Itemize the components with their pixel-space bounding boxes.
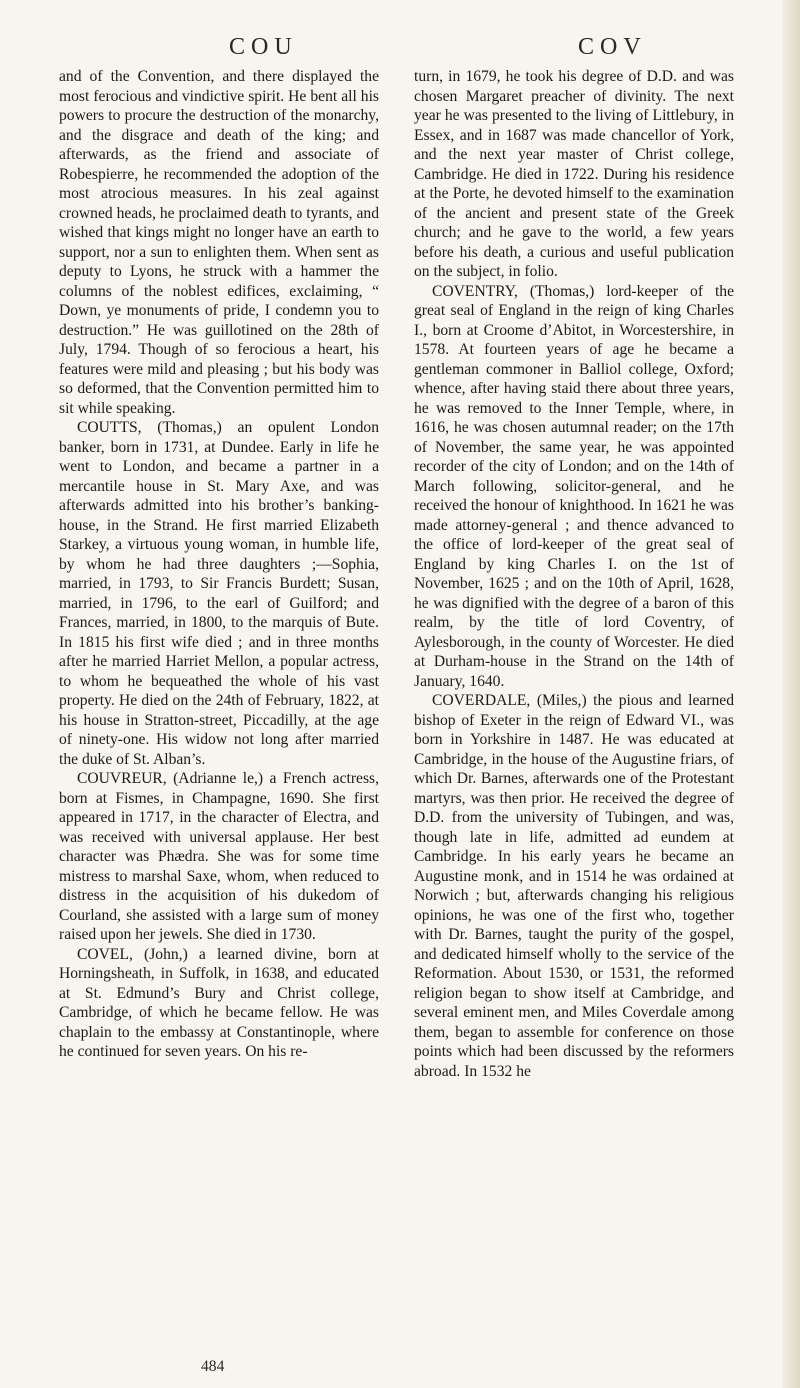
entry-coutts: COUTTS, (Thomas,) an opulent London banker, born in 1731, at Dundee. Early in life he went to London, and became a partner in a mercantile house in St. Mary Axe, and was afterwards admitted into his brother’s banking-house, in the Strand. He first married Elizabeth Starkey, a virtuous young woman, in humble life, by whom he had three daughters ;—Sophia, married, in 1793, to Sir Francis Burdett; Susan, married, in 1796, to the earl of Guilford; and Frances, married, in 1800, to the marquis of Bute. In 1815 his first wife died ; and in three months after he married Harriet Mellon, a popular actress, to whom he bequeathed the whole of his vast property. He died on the 24th of February, 1822, at his house in Stratton-street, Piccadilly, at the age of ninety-one. His widow not long after married the duke of St. Alban’s. bbox=[59, 419, 379, 768]
entry-couvreur: COUVREUR, (Adrianne le,) a French actress, born at Fismes, in Champagne, 1690. She first appeared in 1717, in the character of Electra, and was received with universal applause. Her best character was Phædra. She was for some time mistress to marshal Saxe, whom, when reduced to distress in the acquisition of his dukedom of Courland, she assisted with a large sum of money raised upon her jewels. She died in 1730. bbox=[59, 770, 379, 943]
page-number: 484 bbox=[201, 1358, 225, 1375]
left-column bbox=[59, 67, 379, 1062]
right-column bbox=[414, 67, 734, 1081]
continued-paragraph-covel: turn, in 1679, he took his degree of D.D. and was chosen Margaret preacher of divinity. The next year he was presented to the living of Littlebury, in Essex, and in 1687 was made chancellor of York, and the next year master of Christ college, Cambridge. He died in 1722. During his residence at the Porte, he devoted himself to the examination of the ancient and present state of the Greek church; and he gave to the world, a few years before his death, a curious and useful publication on the subject, in folio. bbox=[414, 68, 734, 280]
running-head-right: COV bbox=[578, 34, 647, 60]
entry-coventry: COVENTRY, (Thomas,) lord-keeper of the great seal of England in the reign of king Charles I., born at Croome d’Abitot, in Worcestershire, in 1578. At fourteen years of age he became a gentleman commoner in Balliol college, Oxford; whence, after having staid there about three years, he was removed to the Inner Temple, where, in 1616, he was chosen autumnal reader; on the 17th of November, the same year, he was appointed recorder of the city of London; and on the 14th of March following, solicitor-general, and he received the honour of knighthood. In 1621 he was made attorney-general ; and thence advanced to the office of lord-keeper of the great seal of England by king Charles I. on the 1st of November, 1625 ; and on the 10th of April, 1628, he was dignified with the degree of a baron of this realm, by the title of lord Coventry, of Aylesborough, in the county of Worcester. He died at Durham-house in the Strand on the 14th of January, 1640. bbox=[414, 282, 734, 690]
continued-paragraph: and of the Convention, and there displayed the most ferocious and vindictive spirit. He bent all his powers to procure the destruction of the monarchy, and the disgrace and death of the king; and afterwards, as the friend and associate of Robespierre, he recommended the adoption of the most atrocious measures. In his zeal against crowned heads, he proclaimed death to tyrants, and wished that kings might no longer have an earth to support, nor a sun to enlighten them. When sent as deputy to Lyons, he struck with a hammer the columns of the noblest edifices, exclaiming, “ Down, ye monuments of pride, I condemn you to destruction.” He was guillotined on the 28th of July, 1794. Though of so ferocious a heart, his features were mild and pleasing ; but his body was so deformed, that the Convention permitted him to sit while speaking. bbox=[59, 68, 379, 417]
running-head-left: COU bbox=[229, 34, 298, 60]
entry-covel: COVEL, (John,) a learned divine, born at Horningsheath, in Suffolk, in 1638, and educated at St. Edmund’s Bury and Christ college, Cambridge, of which he became fellow. He was chaplain to the embassy at Constantinople, where he continued for seven years. On his re- bbox=[59, 945, 379, 1060]
page-edge bbox=[782, 0, 800, 1388]
entry-coverdale: COVERDALE, (Miles,) the pious and learned bishop of Exeter in the reign of Edward VI., was born in Yorkshire in 1487. He was educated at Cambridge, in the house of the Augustine friars, of which Dr. Barnes, afterwards one of the Protestant martyrs, was then prior. He received the degree of D.D. from the university of Tubingen, and was, though late in life, admitted ad eundem at Cambridge. In his early years he became an Augustine monk, and in 1514 he was ordained at Norwich ; but, afterwards changing his religious opinions, he was one of the first who, together with Dr. Barnes, taught the purity of the gospel, and dedicated himself wholly to the service of the Reformation. About 1530, or 1531, the reformed religion began to show itself at Cambridge, and several eminent men, and Miles Coverdale among them, began to assemble for conference on those points which had been discussed by the reformers abroad. In 1532 he bbox=[414, 692, 734, 1080]
